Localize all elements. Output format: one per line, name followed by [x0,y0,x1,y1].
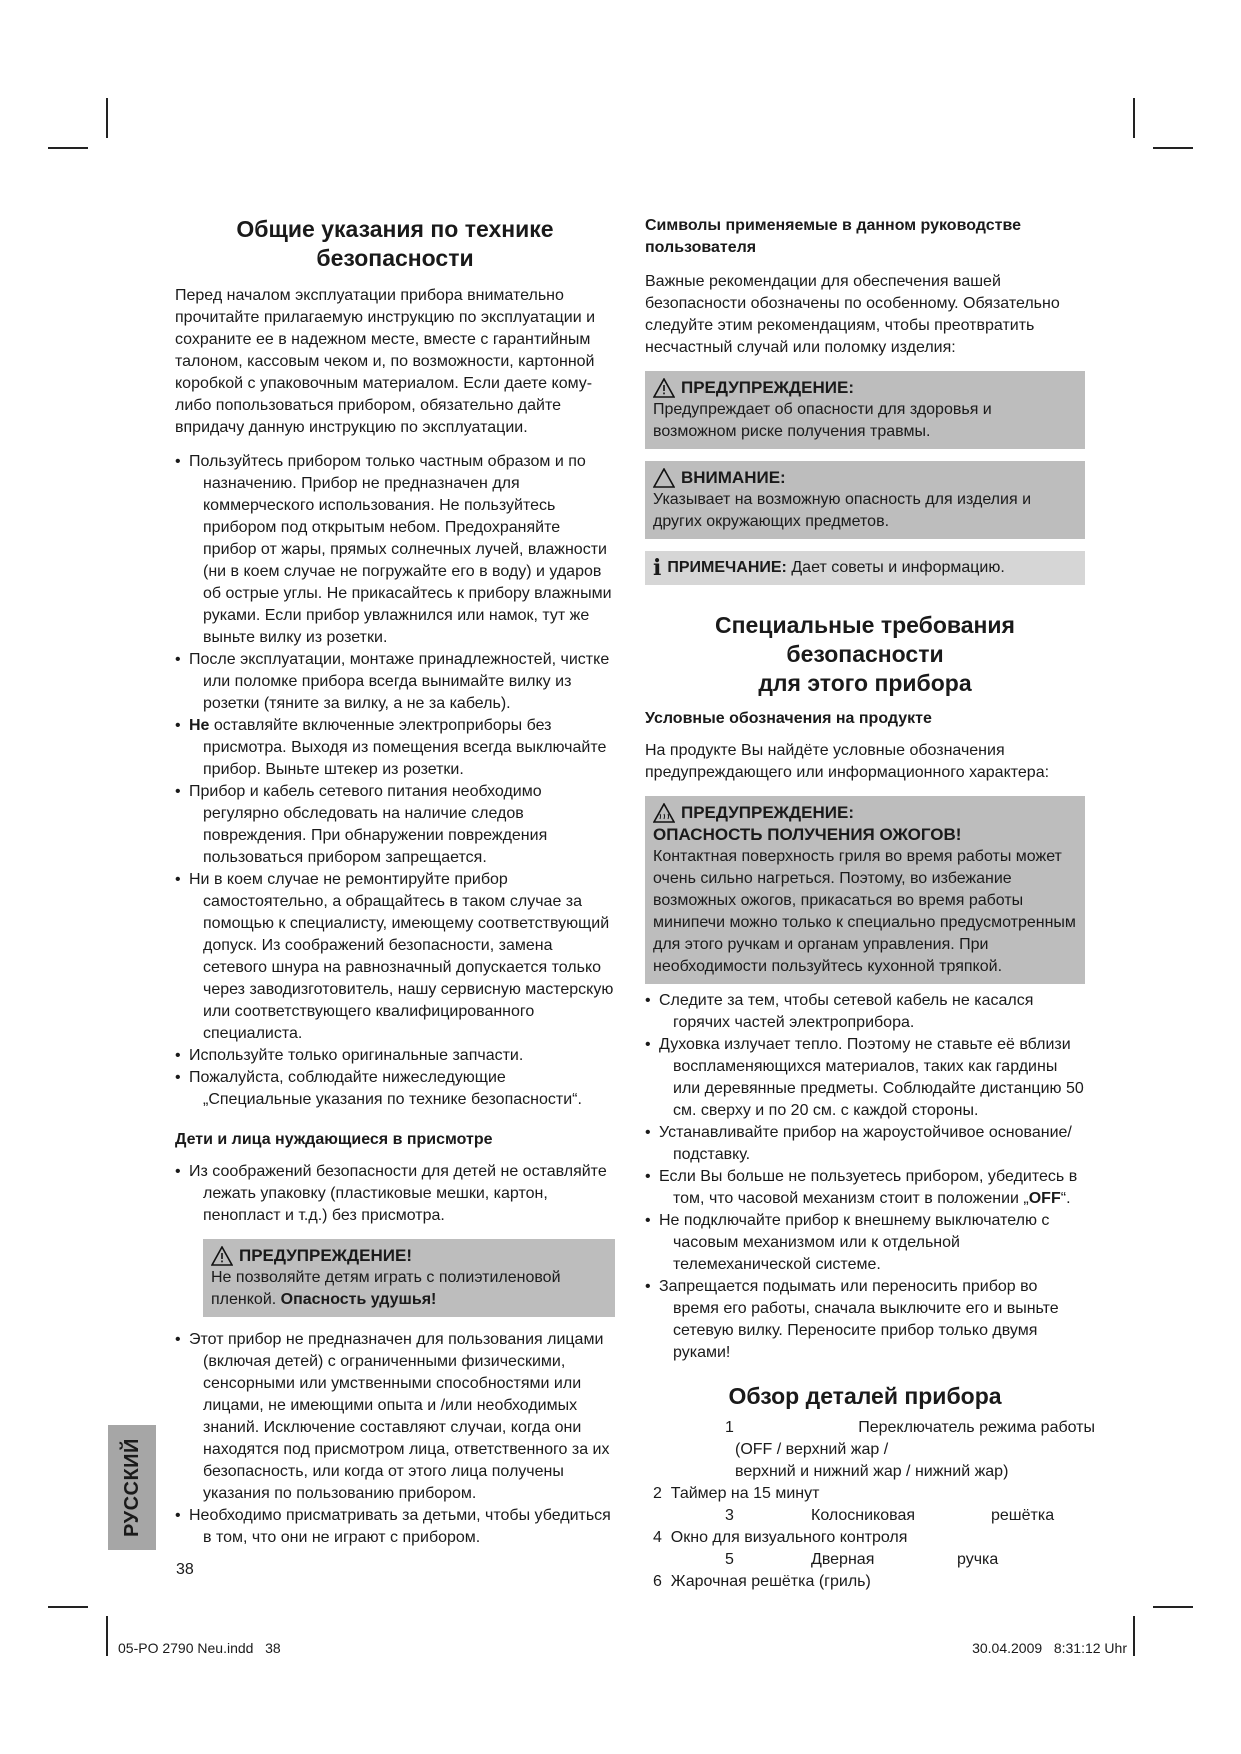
footer-timestamp: 30.04.2009 8:31:12 Uhr [972,1640,1127,1656]
burn-warning-text: Контактная поверхность гриля во время работы может очень сильно нагреться. Поэтому, во избежание возможных ожогов, прикасаться во время работы минипечи можно только к специально предусмотренным для этого ручкам и органам управления. При необходимости пользуйтесь кухонной тряпкой. [653,848,1076,975]
children-heading: Дети и лица нуждающиеся в присмотре [175,1131,493,1148]
page-number: 38 [176,1561,194,1578]
special-safety-title [645,611,1085,698]
crop-mark [1153,1606,1193,1608]
symbols-paragraph: Важные рекомендации для обеспечения вашей безопасности обозначены по особенному. Обязательно следуйте этим рекомендациям, чтобы преотвратить несчастный случай или поломку изделия: [645,273,1060,356]
list-item-text: оставляйте включенные электроприборы без присмотра. Выходя из помещения всегда выключайте прибор. Выньте штекер из розетки. [203,717,607,778]
list-item: • Из соображений безопасности для детей не оставляйте лежать упаковку (пластиковые мешки, картон, пенопласт и т.д.) без присмотра. [175,1161,615,1227]
warning-body: Не позволяйте детям играть с полиэтиленовой пленкой. [211,1269,561,1308]
warning-legend-box [645,371,1085,449]
part-4: 4 Окно для визуального контроля [653,1529,908,1546]
hot-surface-icon [653,803,675,823]
list-item-text-end: “. [1060,1190,1071,1207]
warning-legend-title-text: ПРЕДУПРЕЖДЕНИЕ: [681,378,854,397]
footer-file-info: 05-PO 2790 Neu.indd 38 [118,1640,281,1656]
burn-warning-title-text: ПРЕДУПРЕЖДЕНИЕ: [681,803,854,822]
list-item: • Следите за тем, чтобы сетевой кабель не касался горячих частей электроприбора. [645,990,1085,1034]
part-2: 2 Таймер на 15 минут [653,1485,820,1502]
list-item: • Прибор и кабель сетевого питания необходимо регулярно обследовать на наличие следов повреждения. При обнаружении повреждения пользоваться прибором запрещается. [175,781,615,869]
parts-overview-title: Обзор деталей прибора [728,1383,1002,1409]
list-item: • Устанавливайте прибор на жароустойчивое основание/ подставку. [645,1122,1085,1166]
general-safety-title: Общие указания по технике безопасности [236,216,554,271]
part-3 [645,1505,1085,1527]
list-item: • Запрещается подымать или переносить прибор во время его работы, сначала выключите его и выньте сетевую вилку. Переносите прибор только двумя руками! [645,1276,1085,1364]
part-1-detail: верхний и нижний жар / нижний жар) [735,1463,1009,1480]
warning-triangle-icon [211,1246,233,1266]
parts-list [645,1417,1095,1593]
list-item: • Ни в коем случае не ремонтируйте прибор самостоятельно, а обращайтесь в таком случае за помощью к специалисту, имеющему соответствующий допуск. Из соображений безопасности, замена сетевого шнура на равнозначный допускается только через заводизготовитель, нашу сервисную мастерскую или соответствующего квалифицированного специалиста. [175,869,615,1045]
part-label: решётка [991,1507,1055,1524]
symbols-heading: Символы применяемые в данном руководстве пользователя [645,217,1021,256]
warning-triangle-icon [653,378,675,398]
language-tab-label: РУССКИЙ [120,1438,143,1537]
list-item [645,1166,1085,1210]
note-text: Дает советы и информацию. [786,559,1005,576]
part-6: 6 Жарочная решётка (гриль) [653,1573,871,1590]
part-5 [645,1549,1085,1571]
list-item: • Пользуйтесь прибором только частным образом и по назначению. Прибор не предназначен для коммерческого использования. Не пользуйтесь прибором под открытым небом. Предохраняйте прибор от жары, прямых солнечных лучей, влажности (ни в коем случае не погружайте его в воду) и ударов об острые углы. Не прикасайтесь к прибору влажными руками. Если прибор увлажнился или намок, тут же выньте вилку из розетки. [175,451,615,649]
off-label: OFF [1028,1190,1061,1207]
caution-legend-title-text: ВНИМАНИЕ: [681,468,786,487]
warning-title [211,1245,607,1267]
warning-legend-text: Предупреждает об опасности для здоровья и возможном риске получения травмы. [653,401,992,440]
part-label: Переключатель режима работы [858,1419,1095,1436]
children-list [175,1161,615,1227]
left-column [175,215,615,1549]
caution-legend-box [645,461,1085,539]
part-1 [645,1417,1095,1439]
warning-title-text: ПРЕДУПРЕЖДЕНИЕ! [239,1246,412,1265]
product-symbols-heading: Условные обозначения на продукте [645,710,932,727]
crop-mark [106,98,108,138]
product-symbols-paragraph: На продукте Вы найдёте условные обозначения предупреждающего или информационного характера: [645,742,1050,781]
emphasis-ne: Не [189,717,210,734]
part-number: 1 [725,1419,734,1436]
special-list [645,990,1085,1364]
list-item: • Пожалуйста, соблюдайте нижеследующие „Специальные указания по технике безопасности“. [175,1067,615,1111]
crop-mark [48,1606,88,1608]
burn-warning-title [653,802,1077,824]
note-legend-box [645,551,1085,585]
warning-emphasis: Опасность удушья! [280,1291,437,1308]
warning-box [203,1239,615,1317]
part-label: ручка [957,1551,999,1568]
burn-warning-subtitle: ОПАСНОСТЬ ПОЛУЧЕНИЯ ОЖОГОВ! [653,825,962,844]
part-label: Колосниковая [811,1507,916,1524]
info-icon: i [653,555,662,581]
list-item: • Не подключайте прибор к внешнему выключателю с часовым механизмом или к отдельной телемеханической системе. [645,1210,1085,1276]
crop-mark [1133,1616,1135,1656]
caution-triangle-icon [653,468,675,488]
right-column [645,215,1095,1593]
list-item-text: Если Вы больше не пользуетесь прибором, убедитесь в том, что часовой механизм стоит в положении „ [659,1168,1078,1207]
ability-list [175,1329,615,1549]
warning-text [211,1267,607,1311]
language-tab [108,1425,156,1550]
crop-mark [48,147,88,149]
list-item: • Необходимо присматривать за детьми, чтобы убедиться в том, что они не играют с прибором. [175,1505,615,1549]
list-item: • Духовка излучает тепло. Поэтому не ставьте её вблизи воспламеняющихся материалов, таких как гардины или деревянные предметы. Соблюдайте дистанцию 50 см. сверху и по 20 см. с каждой стороны. [645,1034,1085,1122]
crop-mark [1133,98,1135,138]
caution-legend-text: Указывает на возможную опасность для изделия и других окружающих предметов. [653,491,1031,530]
safety-list [175,451,615,1111]
list-item: • После эксплуатации, монтаже принадлежностей, чистке или поломке прибора всегда вынимайте вилку из розетки (тяните за вилку, а не за кабель). [175,649,615,715]
part-number: 3 [725,1507,734,1524]
warning-legend-title [653,377,1077,399]
special-safety-title-line2: для этого прибора [758,670,972,696]
intro-paragraph: Перед началом эксплуатации прибора внимательно прочитайте прилагаемую инструкцию по эксплуатации и сохраните ее в надежном месте, вместе с гарантийным талоном, кассовым чеком и, по возможности, картонной коробкой с упаковочным материалом. Если даете кому-либо попользоваться прибором, обязательно дайте впридачу данную инструкцию по эксплуатации. [175,287,596,436]
crop-mark [1153,147,1193,149]
note-title: ПРИМЕЧАНИЕ: [667,559,787,576]
list-item: • Этот прибор не предназначен для пользования лицами (включая детей) с ограниченными физическими, сенсорными или умственными способностями или лицами, не имеющими опыта и /или необходимых знаний. Исключение составляют случаи, когда они находятся под присмотром лица, ответственного за их безопасность, или когда от этого лица получены указания по пользованию прибором. [175,1329,615,1505]
special-safety-title-line1: Специальные требования безопасности [715,612,1015,667]
list-item: • Используйте только оригинальные запчасти. [175,1045,615,1067]
list-item [175,715,615,781]
part-number: 5 [725,1551,734,1568]
part-1-detail: (OFF / верхний жар / [735,1441,889,1458]
crop-mark [106,1616,108,1656]
part-label: Дверная [811,1551,875,1568]
caution-legend-title [653,467,1077,489]
burn-warning-box [645,796,1085,984]
